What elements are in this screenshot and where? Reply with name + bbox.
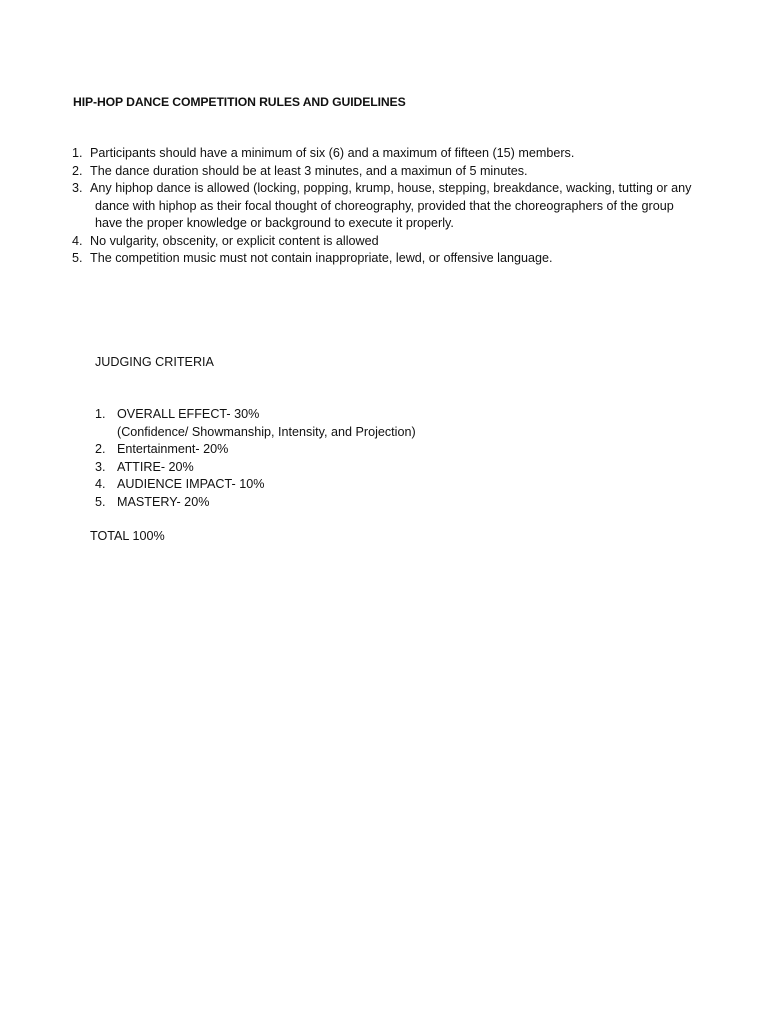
criteria-number: 3. xyxy=(95,459,106,474)
list-number: 3. xyxy=(72,181,83,195)
criteria-label: MASTERY- 20% xyxy=(117,494,210,509)
list-text: The competition music must not contain inappropriate, lewd, or offensive language. xyxy=(90,251,553,265)
criteria-number: 4. xyxy=(95,477,106,491)
list-number: 4. xyxy=(72,233,83,248)
list-item xyxy=(72,250,712,268)
criteria-sublabel: (Confidence/ Showmanship, Intensity, and Projection) xyxy=(117,424,416,439)
criteria-number: 1. xyxy=(95,407,106,421)
criteria-item xyxy=(95,459,595,477)
criteria-list xyxy=(95,406,595,511)
criteria-item xyxy=(95,441,595,459)
list-text-continued: have the proper knowledge or background to execute it properly. xyxy=(95,216,454,230)
judging-criteria-heading: JUDGING CRITERIA xyxy=(95,355,214,369)
list-item xyxy=(72,233,712,251)
list-item xyxy=(72,163,712,181)
criteria-item xyxy=(95,494,595,512)
criteria-label: AUDIENCE IMPACT- 10% xyxy=(117,477,265,491)
document-title: HIP-HOP DANCE COMPETITION RULES AND GUIDELINES xyxy=(73,95,406,109)
list-text: Participants should have a minimum of six (6) and a maximum of fifteen (15) members. xyxy=(90,146,575,160)
list-text: The dance duration should be at least 3 minutes, and a maximun of 5 minutes. xyxy=(90,163,528,178)
criteria-label: OVERALL EFFECT- 30% xyxy=(117,407,260,421)
criteria-label: ATTIRE- 20% xyxy=(117,459,194,474)
list-number: 5. xyxy=(72,251,83,265)
list-text-continued: dance with hiphop as their focal thought of choreography, provided that the choreographers of the group xyxy=(95,198,674,213)
list-number: 2. xyxy=(72,163,83,178)
criteria-item xyxy=(95,406,595,441)
list-text: No vulgarity, obscenity, or explicit content is allowed xyxy=(90,233,379,248)
criteria-number: 2. xyxy=(95,442,106,456)
criteria-item xyxy=(95,476,595,494)
list-number: 1. xyxy=(72,146,83,160)
list-item xyxy=(72,145,712,163)
total-percentage: TOTAL 100% xyxy=(90,529,165,543)
criteria-number: 5. xyxy=(95,494,106,509)
list-text: Any hiphop dance is allowed (locking, popping, krump, house, stepping, breakdance, wacking, tutting or any xyxy=(90,181,692,195)
list-item xyxy=(72,180,712,233)
criteria-label: Entertainment- 20% xyxy=(117,442,229,456)
rules-list xyxy=(72,145,712,268)
